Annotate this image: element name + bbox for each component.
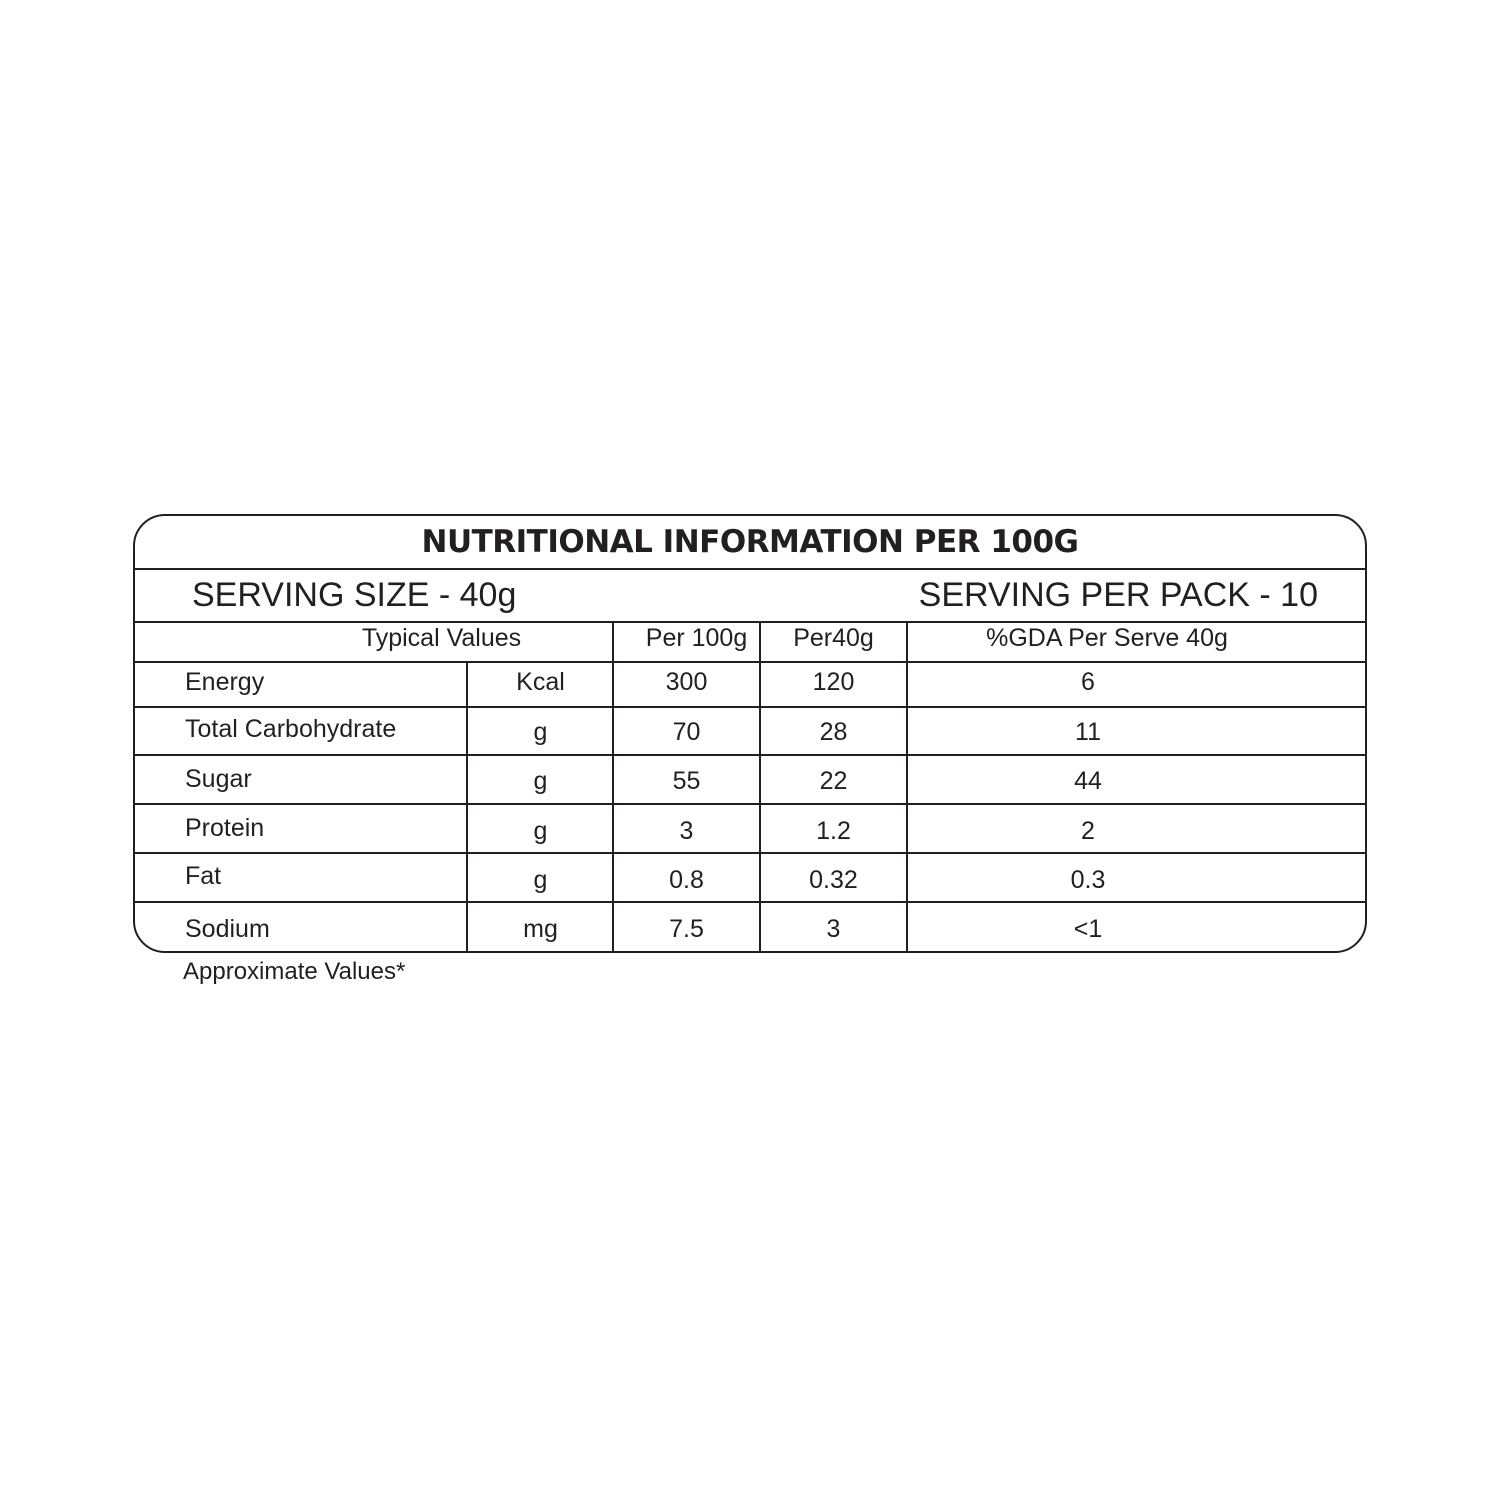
value-per-40g: 1.2 xyxy=(816,817,851,845)
divider xyxy=(135,803,1365,805)
value-per-100g: 70 xyxy=(672,718,701,746)
nutrient-name: Total Carbohydrate xyxy=(185,715,397,743)
serving-size: SERVING SIZE - 40g xyxy=(192,576,517,614)
table-title: NUTRITIONAL INFORMATION PER 100G xyxy=(421,524,1079,560)
value-per-100g: 7.5 xyxy=(669,915,704,943)
header-per-40g: Per40g xyxy=(793,624,874,652)
divider xyxy=(135,706,1365,708)
column-divider xyxy=(466,662,468,951)
value-per-40g: 22 xyxy=(819,767,848,795)
nutrient-name: Sodium xyxy=(185,915,270,943)
divider xyxy=(135,568,1365,570)
value-per-40g: 0.32 xyxy=(809,866,858,894)
nutrient-unit: g xyxy=(533,718,548,746)
nutrient-name: Sugar xyxy=(185,765,252,793)
divider xyxy=(135,621,1365,623)
serving-per-pack: SERVING PER PACK - 10 xyxy=(918,576,1318,614)
nutrient-unit: mg xyxy=(523,915,558,943)
value-per-100g: 55 xyxy=(672,767,701,795)
value-per-100g: 0.8 xyxy=(669,866,704,894)
nutrient-unit: g xyxy=(533,767,548,795)
value-per-100g: 300 xyxy=(665,668,708,696)
nutrient-unit: Kcal xyxy=(516,668,565,696)
divider xyxy=(135,661,1365,663)
nutrient-unit: g xyxy=(533,866,548,894)
header-typical-values: Typical Values xyxy=(361,624,522,652)
header-gda: %GDA Per Serve 40g xyxy=(986,624,1228,652)
value-gda: 0.3 xyxy=(1070,866,1106,894)
nutrition-table xyxy=(133,514,1367,953)
value-gda: 44 xyxy=(1074,767,1102,795)
header-per-100g: Per 100g xyxy=(645,624,748,652)
value-gda: <1 xyxy=(1073,915,1103,943)
value-gda: 2 xyxy=(1081,817,1095,845)
divider xyxy=(135,754,1365,756)
divider xyxy=(135,901,1365,903)
value-per-100g: 3 xyxy=(679,817,694,845)
footnote: Approximate Values* xyxy=(183,958,406,985)
value-per-40g: 3 xyxy=(826,915,841,943)
value-gda: 11 xyxy=(1075,718,1101,746)
value-gda: 6 xyxy=(1081,668,1095,696)
nutrient-name: Fat xyxy=(185,862,222,890)
value-per-40g: 120 xyxy=(812,668,855,696)
value-per-40g: 28 xyxy=(819,718,848,746)
divider xyxy=(135,852,1365,854)
nutrient-name: Protein xyxy=(185,814,265,842)
nutrient-name: Energy xyxy=(185,668,265,696)
nutrient-unit: g xyxy=(533,817,548,845)
